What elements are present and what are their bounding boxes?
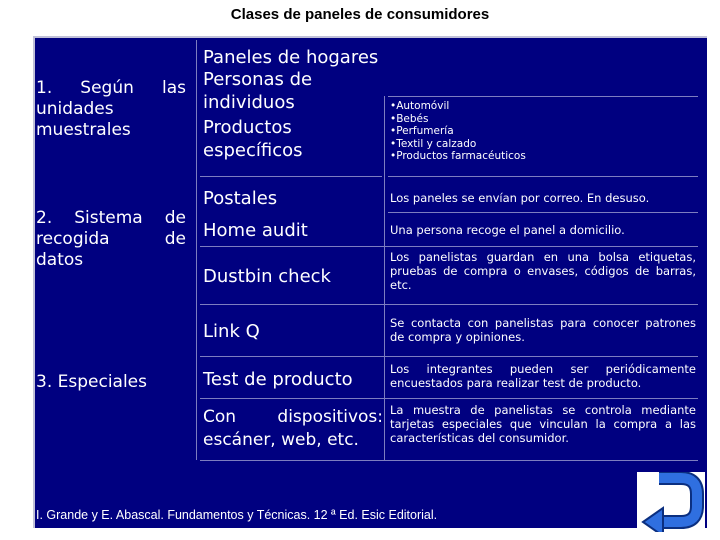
- list-item: •Automóvil: [390, 100, 450, 112]
- panel-type-test: Test de producto: [203, 369, 353, 390]
- list-item: •Bebés: [390, 112, 429, 125]
- list-item: •Productos farmacéuticos: [390, 150, 526, 162]
- desc-link-q: Se contacta con panelistas para conocer patrones de compra y opiniones.: [390, 316, 696, 344]
- divider: [388, 176, 698, 177]
- panel-type-hogares: Paneles de hogares: [203, 47, 379, 68]
- list-item: •Perfumería: [390, 125, 454, 137]
- divider: [200, 356, 698, 357]
- desc-dustbin: Los panelistas guardan en una bolsa etiquetas, pruebas de compra o envases, códigos de barras, etc.: [390, 250, 696, 292]
- u-turn-arrow-icon: [637, 472, 705, 532]
- divider: [200, 246, 698, 247]
- panel-type-postales: Postales: [203, 188, 278, 209]
- divider: [388, 212, 698, 213]
- list-item: •Textil y calzado: [390, 137, 477, 150]
- panel-type-link-q: Link Q: [203, 321, 260, 342]
- criterion-special: 3. Especiales: [36, 372, 147, 392]
- divider: [200, 398, 698, 399]
- return-button[interactable]: [637, 472, 705, 532]
- panel-type-productos: Productos específicos: [203, 117, 303, 161]
- panel-type-dustbin: Dustbin check: [203, 266, 331, 287]
- desc-test: Los integrantes pueden ser periódicamente encuestados para realizar test de producto.: [390, 362, 696, 390]
- panel-type-dispositivos: Con dispositivos: escáner, web, etc.: [203, 407, 383, 450]
- criterion-units: 1. Según las unidades muestrales: [36, 78, 186, 140]
- desc-home-audit: Una persona recoge el panel a domicilio.: [390, 223, 625, 237]
- panel-type-home-audit: Home audit: [203, 220, 308, 241]
- page-title: Clases de paneles de consumidores: [230, 6, 490, 23]
- divider: [196, 40, 197, 460]
- product-bullet-list: [390, 100, 696, 163]
- divider: [200, 304, 698, 305]
- criterion-collection: 2. Sistema de recogida de datos: [36, 208, 186, 270]
- desc-postales: Los paneles se envían por correo. En desuso.: [390, 191, 650, 205]
- divider: [200, 176, 382, 177]
- desc-dispositivos: La muestra de panelistas se controla mediante tarjetas especiales que vinculan la compra a las características del consumidor.: [390, 403, 696, 445]
- panel-type-individuos: Personas de individuos: [203, 69, 313, 113]
- divider: [384, 96, 385, 460]
- divider: [200, 460, 698, 461]
- divider: [388, 96, 698, 97]
- footer-citation: I. Grande y E. Abascal. Fundamentos y Técnicas. 12 ª Ed. Esic Editorial.: [36, 508, 438, 522]
